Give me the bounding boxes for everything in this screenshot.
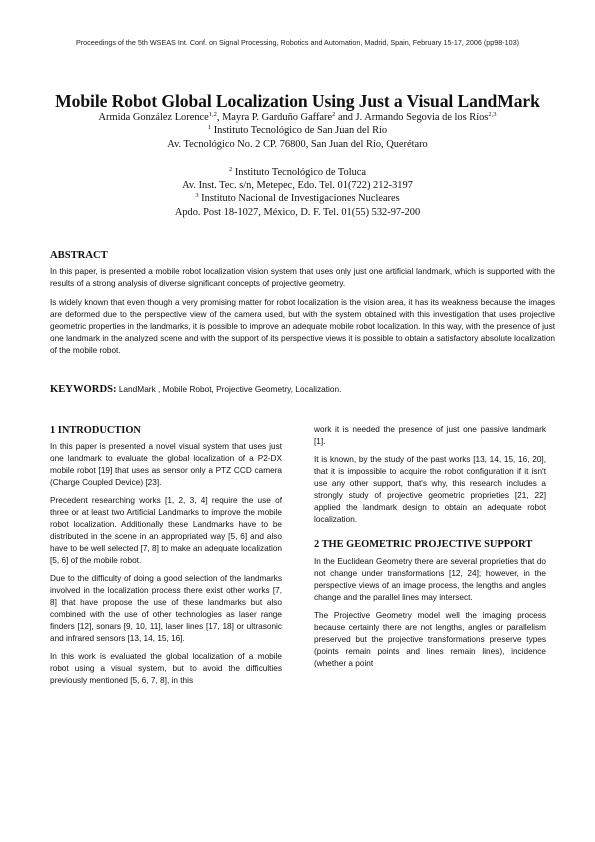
author-line: [40, 111, 555, 124]
affiliation-3-name: Instituto Nacional de Investigaciones Nucleares: [198, 193, 400, 204]
affiliation-3-sup: 3: [195, 192, 199, 199]
paper-title: Mobile Robot Global Localization Using Just a Visual LandMark: [55, 91, 540, 111]
affiliation-2-name: Instituto Tecnológico de Toluca: [232, 167, 367, 178]
affiliation-1-sup: 1: [207, 124, 212, 131]
left-column: [50, 424, 282, 687]
left-paragraph-2: Precedent researching works [1, 2, 3, 4] require the use of three or at least two Artificial Landmarks to improve the mobile robot localization. Additionally these Landmarks have to be distributed in the scene in an appropriated way [5, 6] and also have to be well selected [7, 8] to make an adequate localization [5, 6] of the mobile robot.: [50, 496, 282, 565]
affiliation-1-name: Instituto Tecnológico de San Juan del Río: [211, 125, 388, 136]
keywords-text: LandMark , Mobile Robot, Projective Geometry, Localization.: [116, 384, 342, 394]
running-head: Proceedings of the 5th WSEAS Int. Conf. on Signal Processing, Robotics and Automation, Madrid, Spain, February 15-17, 2006 (pp98-103): [75, 38, 520, 47]
left-paragraph-1: In this paper is presented a novel visual system that uses just one landmark to evaluate the global localization of a P2-DX mobile robot [19] that uses as sensor only a PTZ CCD camera (Charge Coupled Device) [23].: [50, 442, 282, 487]
abstract-heading: ABSTRACT: [50, 250, 108, 261]
affiliation-3: [40, 192, 555, 205]
right-column: [314, 424, 546, 670]
left-paragraph-3: Due to the difficulty of doing a good selection of the landmarks involved in the localization process there exist other works [7, 8] that have propose the use of these landmarks but also combined with the use of other technologies as laser range finders [12], sonars [9, 10, 11], laser lines [17, 18] or ultrasonic and infrared sensors [13, 14, 15, 16].: [50, 574, 282, 643]
author-3-sup: 2,3: [488, 111, 497, 118]
keywords-line: [50, 384, 555, 395]
author-1-sup: 1,2: [208, 111, 217, 118]
abstract-paragraph-2: Is widely known that even though a very promising matter for robot localization is the vision area, it has its weakness because the images are deformed due to the perspective view of the camera used, but with the system obtained with this investigation that uses projective geometric properties in the landmarks, it is possible to improve an adequate mobile robot localization. In this way, with the presence of just one landmark in the analyzed scene and with the support of its perspective views it is possible to obtain a satisfactory absolute localization of the mobile robot.: [50, 298, 555, 355]
left-paragraph-4: In this work is evaluated the global localization of a mobile robot using a visual system, but to avoid the difficulties previously mentioned [5, 6, 7, 8], in this: [50, 652, 282, 685]
author-1: Armida González Lorence: [98, 112, 209, 123]
affiliation-2-address: Av. Inst. Tec. s/n, Metepec, Edo. Tel. 01(722) 212-3197: [182, 180, 413, 191]
affiliation-1: [40, 124, 555, 137]
affiliation-2-sup: 2: [228, 166, 233, 173]
author-2: , Mayra P. Garduño Gaffare: [216, 112, 333, 123]
abstract-paragraph-1: In this paper, is presented a mobile robot localization vision system that uses only just one artificial landmark, which is supported with the results of a strong analysis of diverse significant concepts of projective geometry.: [50, 267, 555, 288]
right-paragraph-1: work it is needed the presence of just one passive landmark [1].: [314, 425, 546, 446]
right-paragraph-3: In the Euclidean Geometry there are several proprieties that do not change under transformations [12, 24]; however, in the perspective views of an image process, the lengths and angles change and the parallel lines may intersect.: [314, 557, 546, 602]
section-2-heading: 2 THE GEOMETRIC PROJECTIVE SUPPORT: [314, 539, 533, 550]
author-3: and J. Armando Segovia de los Ríos: [335, 112, 489, 123]
affiliation-3-address: Apdo. Post 18-1027, México, D. F. Tel. 01(55) 532-97-200: [174, 207, 421, 218]
affiliation-2: [40, 166, 555, 179]
keywords-label: KEYWORDS:: [50, 384, 117, 395]
section-1-heading: 1 INTRODUCTION: [50, 425, 141, 436]
right-paragraph-4: The Projective Geometry model well the imaging process because certainly there are not lengths, angles or parallelism preserved but the projective transformations preserve types (points remain points and lines remain lines), incidence (whether a point: [314, 611, 546, 668]
right-paragraph-2: It is known, by the study of the past works [13, 14, 15, 16, 20], that it is impossible to acquire the robot configuration if it isn't use any other support, that's why, this research includes a strongly study of projective geometric proprieties [21, 22] applied the landmark design to obtain an adequate robot localization.: [314, 455, 546, 524]
affiliation-1-address: Av. Tecnológico No. 2 CP. 76800, San Juan del Río, Querétaro: [167, 139, 428, 150]
author-2-sup: 2: [332, 111, 336, 118]
